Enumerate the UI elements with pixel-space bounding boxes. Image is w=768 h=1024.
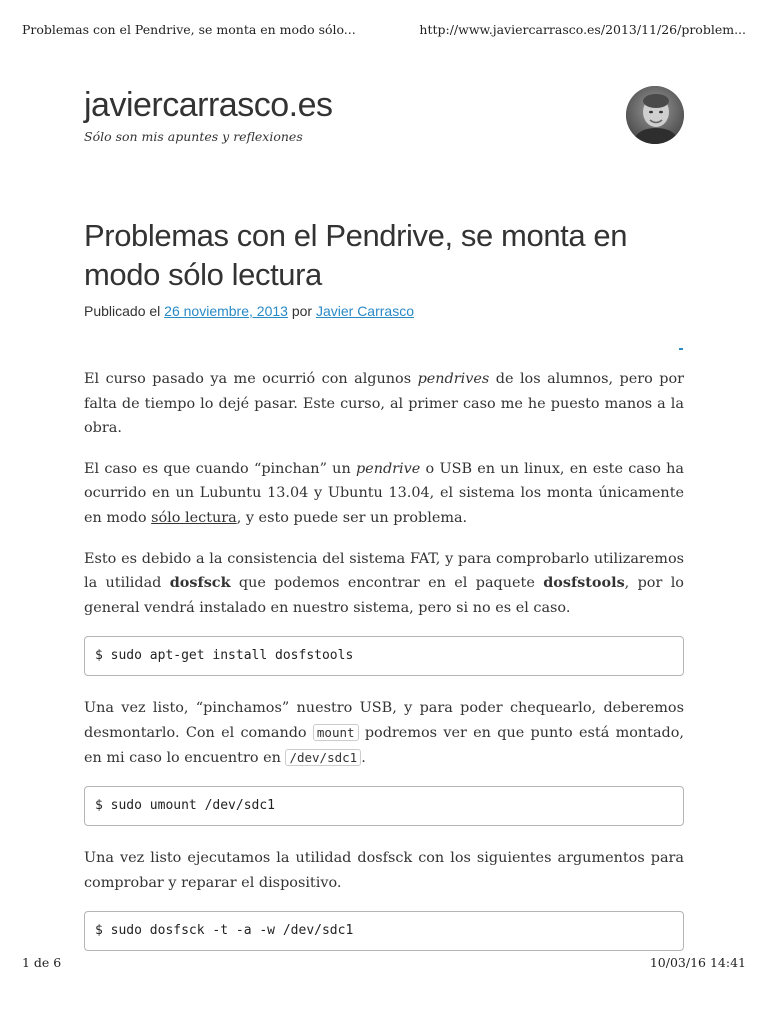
print-header [22,22,746,42]
p1-emphasis: pendrives [417,371,490,387]
p3-bold-dosfstools: dosfstools [543,574,625,592]
p3-bold-dosfsck: dosfsck [169,574,231,592]
print-header-url: http://www.javiercarrasco.es/2013/11/26/problem... [419,22,746,37]
inline-code-device: /dev/sdc1 [285,749,361,766]
site-description: Sólo son mis apuntes y reflexiones [84,129,303,144]
p2-text-b: o USB en un linux, en este caso ha ocurrido en un Lubuntu 13.04 y Ubuntu 13.04, el sistema los monta únicamente en modo [84,460,685,526]
paragraph-5: Una vez listo ejecutamos la utilidad dosfsck con los siguientes argumentos para comprobar y reparar el dispositivo. [84,850,684,891]
author-prefix: por [287,303,316,319]
decorative-mark [679,348,683,350]
code-block-umount: $ sudo umount /dev/sdc1 [84,786,684,826]
p2-emphasis: pendrive [355,460,421,477]
post-title: Problemas con el Pendrive, se monta en modo sólo lectura [84,218,628,292]
p4-text-a: Una vez listo, “pinchamos” nuestro USB, y para poder chequearlo, deberemos desmontarlo. Con el comando [84,700,684,741]
paragraph-4 [84,696,684,770]
post-date-link[interactable]: 26 noviembre, 2013 [164,303,288,319]
paragraph-2 [84,457,684,531]
p2-underlined: sólo lectura [151,509,237,526]
p3-text-c: , por lo general vendrá instalado en nuestro sistema, pero si no es el caso. [84,575,684,616]
print-footer [22,955,746,975]
post-content [84,367,684,971]
p1-text-b: de los alumnos, pero por falta de tiempo lo dejé pasar. Este curso, al primer caso me he puesto manos a la obra. [84,371,685,437]
p1-text-a: El curso pasado ya me ocurrió con algunos [84,371,418,387]
p3-text-b: que podemos encontrar en el paquete [230,575,544,592]
p2-text-a: El caso es que cuando “pinchan” un [84,460,356,477]
post-author-link[interactable]: Javier Carrasco [315,303,414,319]
p3-text-a: Esto es debido a la consistencia del sistema FAT, y para comprobarlo utilizaremos la utilidad [84,550,684,592]
print-header-title: Problemas con el Pendrive, se monta en modo sólo... [22,22,356,37]
p2-text-c: , y esto puede ser un problema. [236,509,468,526]
inline-code-mount: mount [313,724,359,741]
paragraph-3 [84,547,684,621]
code-block-dosfsck: $ sudo dosfsck -t -a -w /dev/sdc1 [84,911,684,951]
site-title-link[interactable]: javiercarrasco.es [84,86,333,124]
p4-text-c: . [361,749,366,766]
p4-text-b: podremos ver en que punto está montado, en mi caso lo encuentro en [84,724,684,766]
page-number: 1 de 6 [22,955,62,970]
author-avatar-icon[interactable] [626,86,684,144]
code-block-install: $ sudo apt-get install dosfstools [84,636,684,676]
paragraph-1 [84,367,684,441]
published-prefix: Publicado el [84,303,165,319]
print-datetime: 10/03/16 14:41 [649,955,746,970]
post-meta [84,303,414,319]
